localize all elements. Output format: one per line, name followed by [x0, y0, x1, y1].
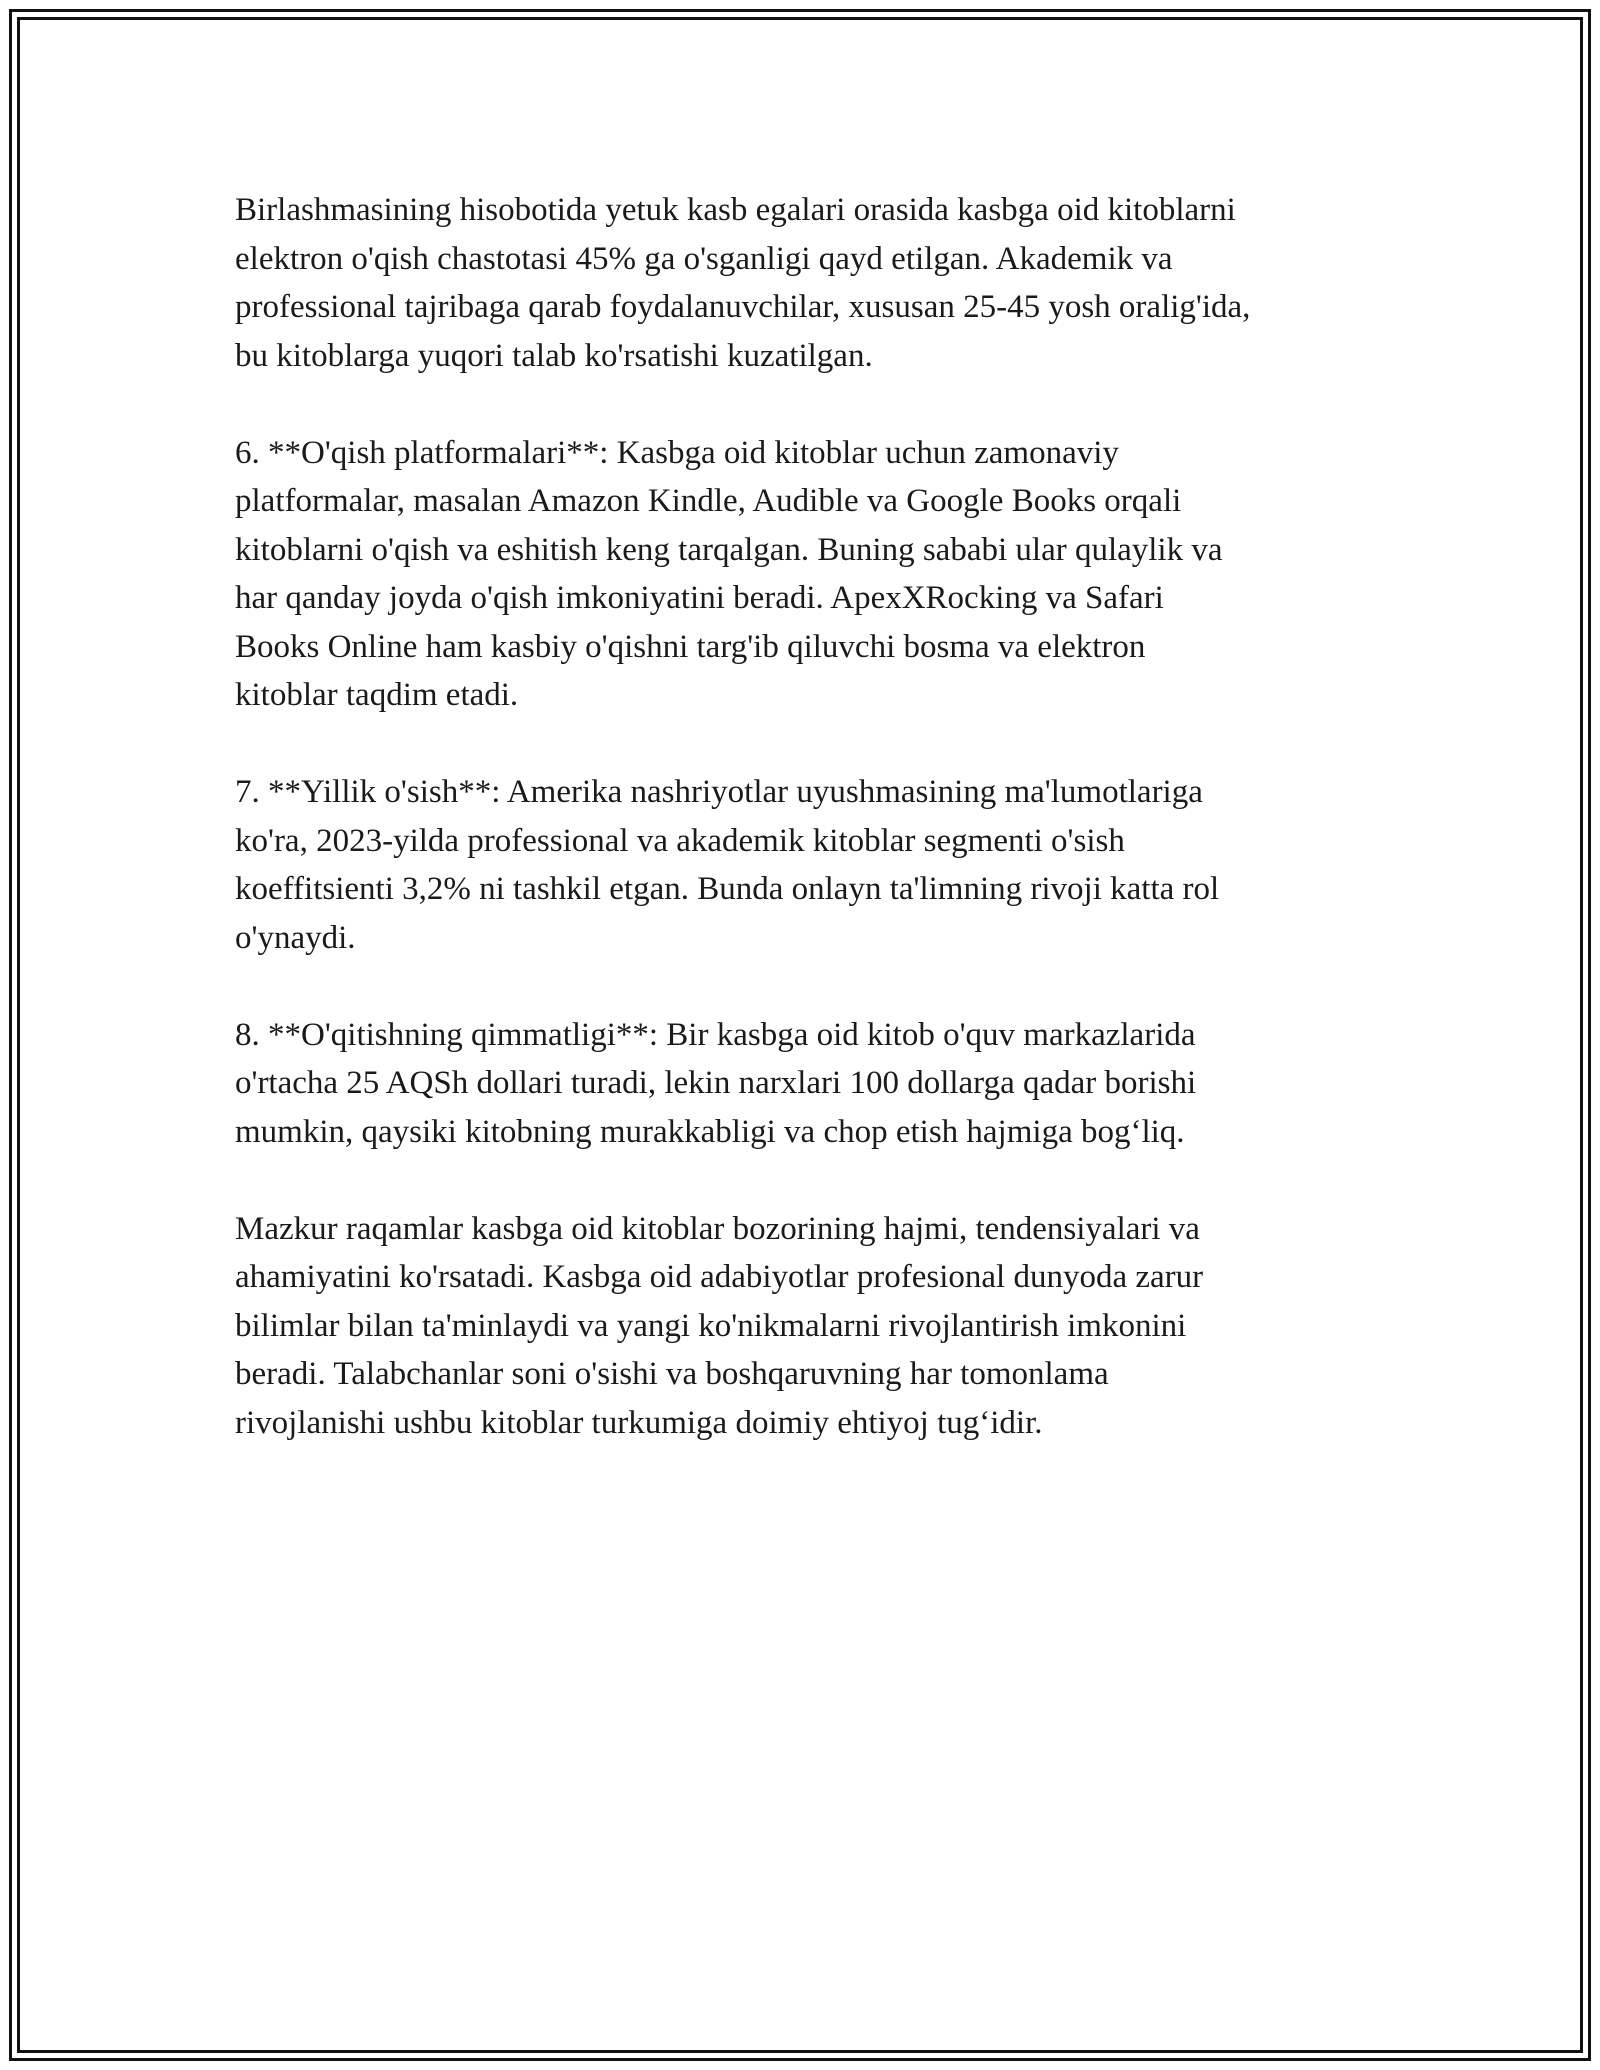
text-line: rivojlanishi ushbu kitoblar turkumiga doimiy ehtiyoj tug‘idir.	[235, 1404, 1043, 1441]
text-line: har qanday joyda o'qish imkoniyatini beradi. ApexXRocking va Safari	[235, 580, 1164, 616]
text-line: Books Online ham kasbiy o'qishni targ'ib qiluvchi bosma va elektron	[235, 628, 1146, 665]
text-line: elektron o'qish chastotasi 45% ga o'sganligi qayd etilgan. Akademik va	[235, 240, 1173, 277]
paragraph-item-8	[235, 1011, 1375, 1157]
text-line: o'rtacha 25 AQSh dollari turadi, lekin narxlari 100 dollarga qadar borishi	[235, 1065, 1197, 1101]
text-line: platformalar, masalan Amazon Kindle, Audible va Google Books orqali	[235, 483, 1182, 519]
text-line: kitoblar taqdim etadi.	[235, 677, 519, 713]
text-line: 8. **O'qitishning qimmatligi**: Bir kasbga oid kitob o'quv markazlarida	[235, 1016, 1196, 1053]
paragraph-item-7	[235, 768, 1375, 962]
text-line: koeffitsienti 3,2% ni tashkil etgan. Bunda onlayn ta'limning rivoji katta rol	[235, 871, 1220, 907]
text-line: professional tajribaga qarab foydalanuvchilar, xususan 25-45 yosh oralig'ida,	[235, 289, 1251, 325]
text-line: ko'ra, 2023-yilda professional va akademik kitoblar segmenti o'sish	[235, 822, 1125, 859]
text-line: ahamiyatini ko'rsatadi. Kasbga oid adabiyotlar profesional dunyoda zarur	[235, 1259, 1204, 1295]
text-line: beradi. Talabchanlar soni o'sishi va boshqaruvning har tomonlama	[235, 1356, 1109, 1392]
text-line: 6. **O'qish platformalari**: Kasbga oid kitoblar uchun zamonaviy	[235, 434, 1119, 471]
text-line: bu kitoblarga yuqori talab ko'rsatishi kuzatilgan.	[235, 337, 873, 374]
paragraph-conclusion	[235, 1205, 1375, 1448]
document-body	[235, 186, 1375, 1496]
text-line: kitoblarni o'qish va eshitish keng tarqalgan. Buning sababi ular qulaylik va	[235, 531, 1223, 568]
text-line: 7. **Yillik o'sish**: Amerika nashriyotlar uyushmasining ma'lumotlariga	[235, 774, 1203, 810]
text-line: mumkin, qaysiki kitobning murakkabligi va chop etish hajmiga bog‘liq.	[235, 1113, 1185, 1150]
text-line: Mazkur raqamlar kasbga oid kitoblar bozorining hajmi, tendensiyalari va	[235, 1210, 1200, 1247]
text-line: o'ynaydi.	[235, 919, 356, 956]
text-line: Birlashmasining hisobotida yetuk kasb egalari orasida kasbga oid kitoblarni	[235, 192, 1236, 228]
paragraph-intro	[235, 186, 1375, 380]
paragraph-item-6	[235, 429, 1375, 720]
text-line: bilimlar bilan ta'minlaydi va yangi ko'nikmalarni rivojlantirish imkonini	[235, 1307, 1187, 1344]
